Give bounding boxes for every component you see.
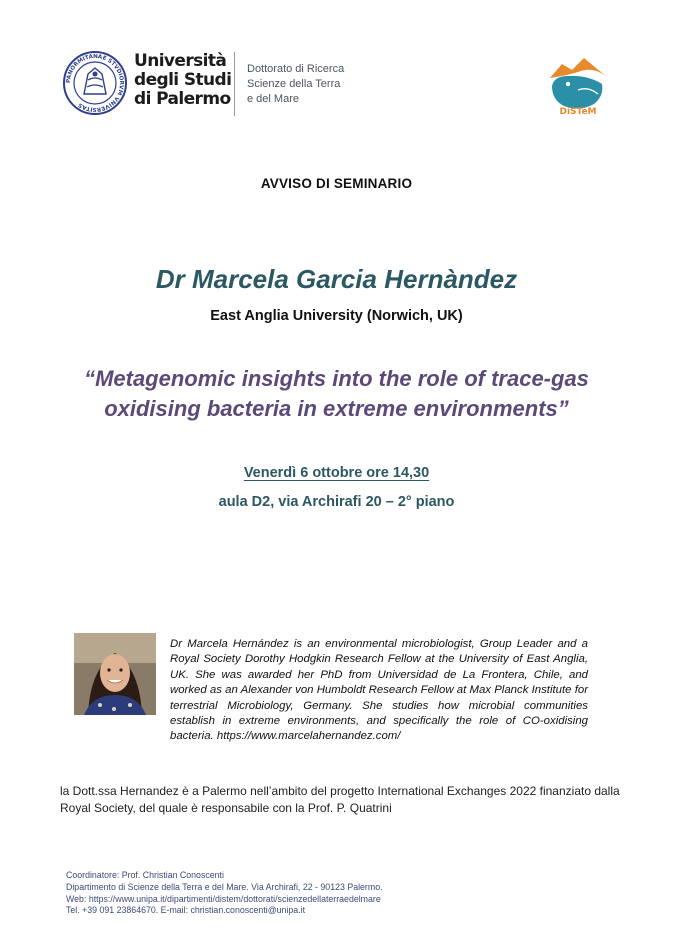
footer-department: Dipartimento di Scienze della Terra e del Mare. Via Archirafi, 22 - 90123 Palermo. bbox=[66, 881, 383, 892]
footer-coordinator: Coordinatore: Prof. Christian Conoscenti bbox=[66, 870, 224, 880]
university-seal-logo bbox=[62, 50, 128, 116]
footer-web-link[interactable]: Web: https://www.unipa.it/dipartimenti/distem/dottorati/scienzedellaterraedelmare bbox=[66, 893, 381, 904]
doctorate-program bbox=[247, 62, 344, 107]
speaker-affiliation: East Anglia University (Norwich, UK) bbox=[210, 308, 463, 324]
seminar-location: aula D2, via Archirafi 20 – 2° piano bbox=[218, 494, 455, 510]
university-name-line: di Palermo bbox=[134, 89, 231, 109]
university-name bbox=[134, 52, 234, 109]
doctorate-line: Scienze della Terra bbox=[247, 78, 341, 90]
visit-note: la Dott.ssa Hernandez è a Palermo nell’ambito del progetto International Exchanges 2022 finanziato dalla Royal Society, del quale è responsabile con la Prof. P. Quatrini bbox=[60, 784, 620, 815]
footer-phone-email[interactable]: Tel. +39 091 23864670. E-mail: christian.conoscenti@unipa.it bbox=[66, 905, 306, 916]
speaker-name: Dr Marcela Garcia Hernàndez bbox=[155, 264, 518, 294]
seminar-date bbox=[0, 465, 673, 481]
notice-heading: AVVISO DI SEMINARIO bbox=[260, 176, 413, 191]
speaker-bio: Dr Marcela Hernández is an environmental microbiologist, Group Leader and a Royal Society Dorothy Hodgkin Research Fellow at the University of East Anglia, UK. She was awarded her PhD from Universidad de La Frontera, Chile, and worked as an Alexander von Humboldt Research Fellow at Max Planck Institute for terrestrial Microbiology, Germany. She studies how microbial communities establish in extreme environments, and specifically the role of CO-oxidising bacteria. https://www.marcelahernandez.com/ bbox=[170, 638, 588, 743]
svg-text:PANORMITANAE STVDIORVM VNIVERS: PANORMITANAE STVDIORVM VNIVERSITAS bbox=[65, 53, 125, 113]
university-name-line: Università bbox=[134, 51, 227, 71]
svg-text:DiSTeM: DiSTeM bbox=[559, 107, 597, 116]
doctorate-line: Dottorato di Ricerca bbox=[247, 63, 345, 75]
university-name-line: degli Studi bbox=[134, 70, 232, 90]
distem-logo bbox=[544, 50, 612, 116]
seminar-title: “Metagenomic insights into the role of trace-gas oxidising bacteria in extreme environments” bbox=[84, 366, 589, 421]
header-divider bbox=[234, 52, 235, 116]
speaker-photo bbox=[74, 633, 156, 715]
doctorate-line: e del Mare bbox=[247, 93, 299, 105]
seminar-date-text: Venerdì 6 ottobre ore 14,30 bbox=[243, 465, 430, 481]
footer-contact bbox=[66, 870, 626, 917]
